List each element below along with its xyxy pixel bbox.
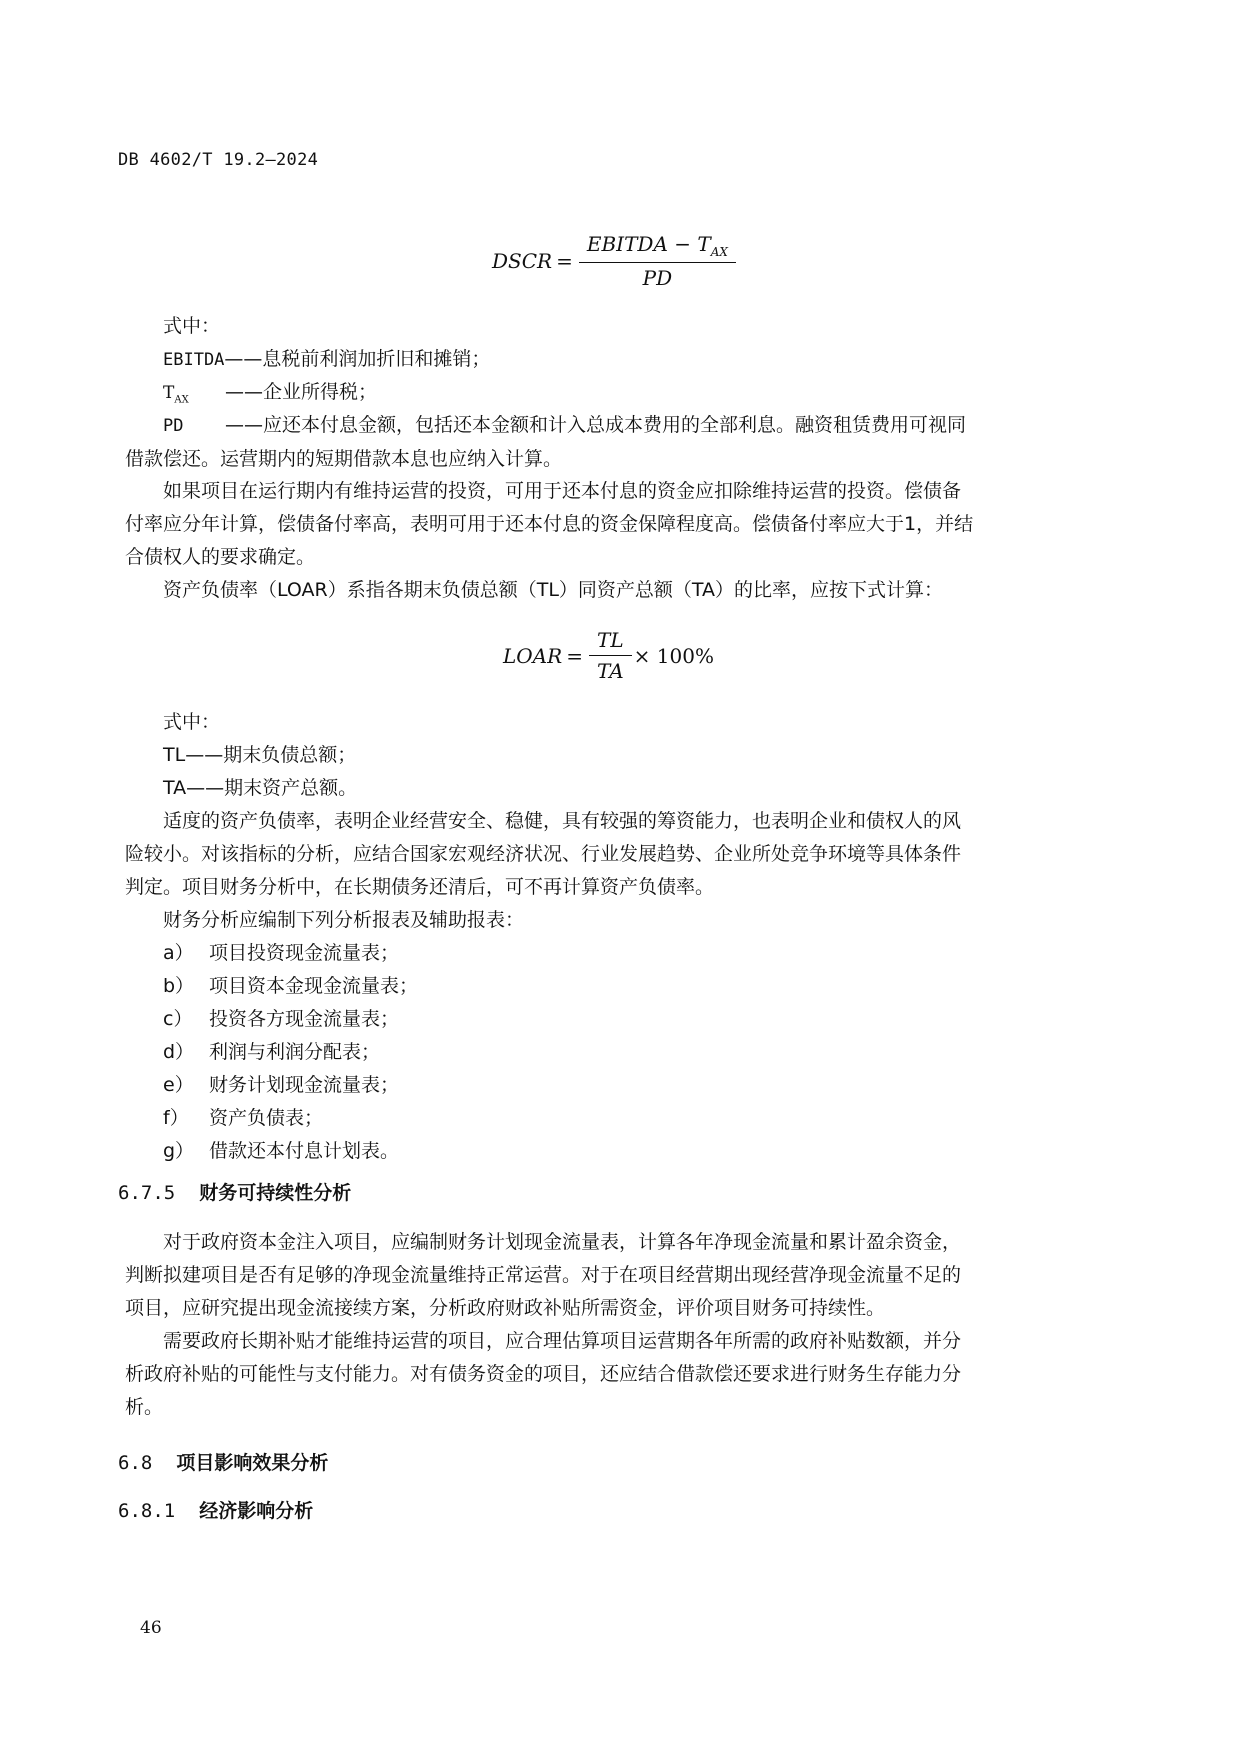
paragraph-government-subsidy: 需要政府长期补贴才能维持运营的项目，应合理估算项目运营期各年所需的政府补贴数额，并分 析政府补贴的可能性与支付能力。对有债务资金的项目，还应结合借款偿还要求进行财务生存能力分 析。 [125, 1330, 962, 1418]
definition-tl: TL——期末负债总额； [163, 744, 357, 766]
definition-symbol: PD [163, 416, 184, 436]
definition-symbol: EBITDA [163, 350, 225, 370]
fraction [583, 232, 732, 290]
paragraph-financial-sustainability: 对于政府资本金注入项目，应编制财务计划现金流量表，计算各年净现金流量和累计盈余资金， 判断拟建项目是否有足够的净现金流量维持正常运营。对于在项目经营期出现经营净现金流量不足的 项目，应研究提出现金流接续方案，分析政府财政补贴所需资金，评价项目财务可持续性。 [125, 1231, 962, 1319]
definition-pd [125, 409, 1095, 476]
definition-text: ——应还本付息金额，包括还本金额和计入总成本费用的全部利息。融资租赁费用可视同 [225, 414, 967, 436]
formula-lhs: LOAR [503, 643, 563, 668]
paragraph-report-list-intro: 财务分析应编制下列分析报表及辅助报表： [163, 909, 525, 931]
dscr-formula [492, 232, 738, 290]
definition-text: ——息税前利润加折旧和摊销； [224, 348, 491, 370]
definition-ta: TA——期末资产总额。 [163, 777, 358, 799]
section-heading-6-8-1: 6.8.1 经济影响分析 [118, 1500, 314, 1522]
paragraph-loar-analysis: 适度的资产负债率，表明企业经营安全、稳健，具有较强的筹资能力，也表明企业和债权人的风 险较小。对该指标的分析，应结合国家宏观经济状况、行业发展趋势、企业所处竞争环境等具体条件 判定。项目财务分析中，在长期债务还清后，可不再计算资产负债率。 [125, 810, 962, 898]
fraction-denominator: TA [589, 655, 632, 683]
where-label: 式中： [163, 711, 221, 733]
list-item: g） 借款还本付息计划表。 [163, 1140, 400, 1162]
list-item: c） 投资各方现金流量表； [163, 1008, 400, 1030]
formula-lhs: DSCR [492, 249, 553, 273]
page-number: 46 [140, 1618, 162, 1638]
list-item: e） 财务计划现金流量表； [163, 1074, 400, 1096]
list-item: d） 利润与利润分配表； [163, 1041, 381, 1063]
list-item: b） 项目资本金现金流量表； [163, 975, 419, 997]
where-label: 式中： [163, 315, 221, 337]
section-heading-6-7-5: 6.7.5 财务可持续性分析 [118, 1182, 352, 1204]
definition-continuation: 借款偿还。运营期内的短期借款本息也应纳入计算。 [125, 448, 563, 470]
equals-sign: = [556, 249, 573, 273]
list-item: f） 资产负债表； [163, 1107, 324, 1129]
fraction-denominator: PD [579, 262, 736, 290]
definition-text: ——企业所得税； [225, 381, 378, 403]
fraction-numerator: EBITDA − $T_{AX}$ [586, 232, 728, 259]
definition-symbol: $T_{AX}$ [163, 383, 189, 406]
paragraph-loar-definition: 资产负债率（LOAR）系指各期末负债总额（TL）同资产总额（TA）的比率，应按下式计算： [163, 579, 944, 601]
paragraph-debt-service: 如果项目在运行期内有维持运营的投资，可用于还本付息的资金应扣除维持运营的投资。偿债备 付率应分年计算，偿债备付率高，表明可用于还本付息的资金保障程度高。偿债备付率应大于1，并结 合债权人的要求确定。 [125, 480, 974, 568]
list-item: a） 项目投资现金流量表； [163, 942, 400, 964]
section-heading-6-8: 6.8 项目影响效果分析 [118, 1452, 329, 1474]
loar-formula [503, 628, 714, 683]
definition-ebitda [163, 343, 490, 377]
report-list [163, 937, 418, 1168]
fraction [593, 628, 628, 683]
document-id: DB 4602/T 19.2—2024 [118, 150, 319, 170]
formula-multiplier: × 100% [633, 643, 714, 668]
equals-sign: = [566, 643, 583, 668]
fraction-numerator: TL [596, 628, 624, 652]
